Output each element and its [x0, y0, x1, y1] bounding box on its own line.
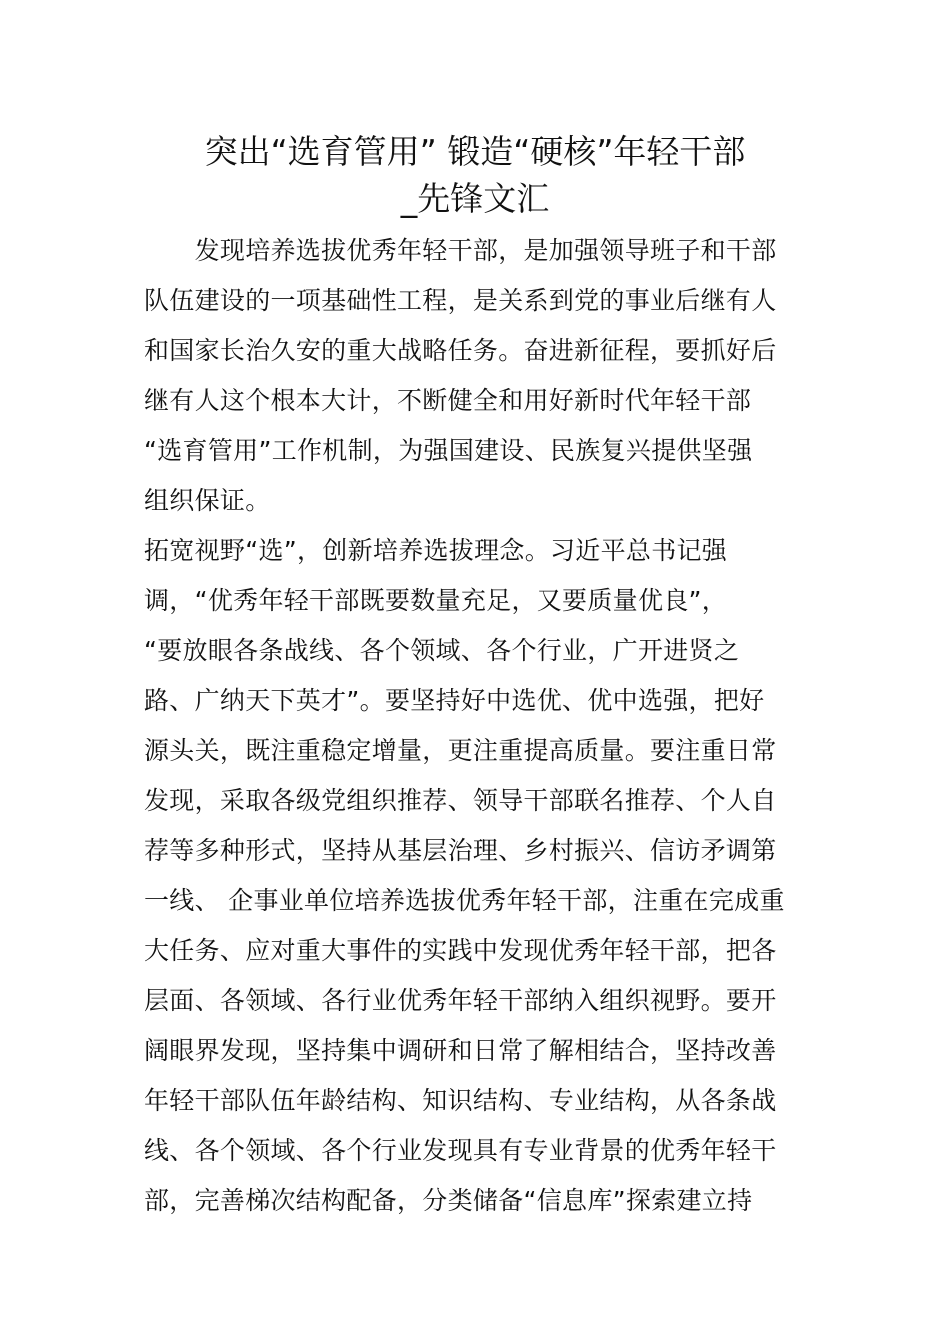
text-line: 发现，采取各级党组织推荐、领导干部联名推荐、个人自 [144, 786, 777, 815]
text-line: 源头关，既注重稳定增量，更注重提高质量。要注重日常 [144, 736, 777, 765]
text-line: 线、各个领域、各个行业发现具有专业背景的优秀年轻干 [144, 1136, 777, 1165]
document-body [144, 226, 812, 1226]
text-line: 拓宽视野“选”，创新培养选拔理念。习近平总书记强 [144, 536, 728, 565]
text-line: 组织保证。 [144, 486, 271, 515]
text-line: 路、广纳天下英才”。要坚持好中选优、优中选强，把好 [144, 686, 765, 715]
title-line-1: 突出“选育管用” 锻造“硬核”年轻干部 [204, 132, 746, 171]
text-line: “要放眼各条战线、各个领域、各个行业，广开进贤之 [144, 636, 740, 665]
title-line-2: _先锋文汇 [400, 179, 550, 218]
paragraph-2 [144, 526, 812, 1226]
text-line: 一线、 企事业单位培养选拔优秀年轻干部，注重在完成重 [144, 886, 785, 915]
text-line: 调，“优秀年轻干部既要数量充足，又要质量优良”， [144, 586, 728, 615]
text-line: 年轻干部队伍年龄结构、知识结构、专业结构，从各条战 [144, 1086, 777, 1115]
paragraph-1 [144, 226, 812, 526]
text-line: 层面、各领域、各行业优秀年轻干部纳入组织视野。要开 [144, 986, 777, 1015]
text-line: 发现培养选拔优秀年轻干部，是加强领导班子和干部 [144, 236, 777, 265]
document-title [120, 128, 830, 222]
text-line: 和国家长治久安的重大战略任务。奋进新征程，要抓好后 [144, 336, 777, 365]
text-line: 队伍建设的一项基础性工程，是关系到党的事业后继有人 [144, 286, 777, 315]
text-line: 大任务、应对重大事件的实践中发现优秀年轻干部，把各 [144, 936, 777, 965]
text-line: 阔眼界发现，坚持集中调研和日常了解相结合，坚持改善 [144, 1036, 777, 1065]
text-line: 继有人这个根本大计，不断健全和用好新时代年轻干部 [144, 386, 752, 415]
text-line: 荐等多种形式，坚持从基层治理、乡村振兴、信访矛调第 [144, 836, 777, 865]
text-line: “选育管用”工作机制，为强国建设、民族复兴提供坚强 [144, 436, 753, 465]
text-line: 部，完善梯次结构配备，分类储备“信息库”探索建立持 [144, 1186, 753, 1215]
